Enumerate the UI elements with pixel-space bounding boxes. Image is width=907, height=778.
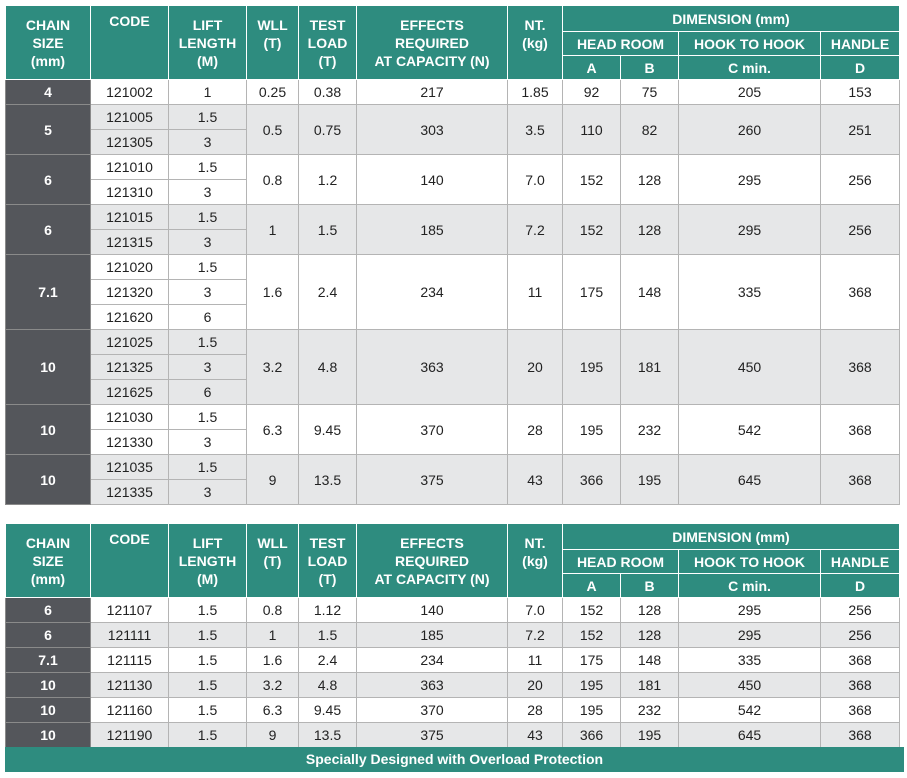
lift-length-cell: 3 bbox=[169, 480, 247, 505]
header-head-room: HEAD ROOM bbox=[563, 32, 679, 56]
test-load-cell: 9.45 bbox=[299, 698, 357, 723]
wll-cell: 3.2 bbox=[247, 330, 299, 405]
hook-to-hook-cell: 645 bbox=[679, 455, 821, 505]
test-load-cell: 1.5 bbox=[299, 623, 357, 648]
head-room-b-cell: 232 bbox=[621, 405, 679, 455]
lift-length-cell: 6 bbox=[169, 380, 247, 405]
lift-length-cell: 1.5 bbox=[169, 673, 247, 698]
header-col-d: D bbox=[821, 56, 900, 80]
head-room-b-cell: 181 bbox=[621, 330, 679, 405]
hook-to-hook-cell: 450 bbox=[679, 330, 821, 405]
handle-cell: 256 bbox=[821, 205, 900, 255]
header-effects: EFFECTS REQUIRED AT CAPACITY (N) bbox=[357, 524, 508, 598]
code-cell: 121305 bbox=[91, 130, 169, 155]
handle-cell: 368 bbox=[821, 698, 900, 723]
code-cell: 121107 bbox=[91, 598, 169, 623]
spec-table-overload bbox=[5, 523, 900, 748]
effects-cell: 375 bbox=[357, 723, 508, 748]
table-row bbox=[6, 648, 900, 673]
nt-cell: 7.0 bbox=[508, 155, 563, 205]
lift-length-cell: 1.5 bbox=[169, 455, 247, 480]
test-load-cell: 13.5 bbox=[299, 723, 357, 748]
header-col-b: B bbox=[621, 574, 679, 598]
header-nt: NT. (kg) bbox=[508, 524, 563, 598]
nt-cell: 43 bbox=[508, 723, 563, 748]
header-code: CODE bbox=[91, 6, 169, 80]
hook-to-hook-cell: 542 bbox=[679, 405, 821, 455]
head-room-a-cell: 152 bbox=[563, 205, 621, 255]
table-row bbox=[6, 698, 900, 723]
head-room-b-cell: 232 bbox=[621, 698, 679, 723]
lift-length-cell: 3 bbox=[169, 430, 247, 455]
head-room-a-cell: 175 bbox=[563, 648, 621, 673]
code-cell: 121320 bbox=[91, 280, 169, 305]
handle-cell: 368 bbox=[821, 330, 900, 405]
test-load-cell: 2.4 bbox=[299, 648, 357, 673]
table-row bbox=[6, 330, 900, 355]
header-code: CODE bbox=[91, 524, 169, 598]
head-room-b-cell: 75 bbox=[621, 80, 679, 105]
effects-cell: 234 bbox=[357, 255, 508, 330]
head-room-a-cell: 152 bbox=[563, 155, 621, 205]
effects-cell: 303 bbox=[357, 105, 508, 155]
wll-cell: 9 bbox=[247, 723, 299, 748]
nt-cell: 20 bbox=[508, 673, 563, 698]
code-cell: 121010 bbox=[91, 155, 169, 180]
code-cell: 121325 bbox=[91, 355, 169, 380]
table-row bbox=[6, 205, 900, 230]
lift-length-cell: 1.5 bbox=[169, 723, 247, 748]
lift-length-cell: 1.5 bbox=[169, 405, 247, 430]
chain-size-cell: 6 bbox=[6, 598, 91, 623]
hook-to-hook-cell: 295 bbox=[679, 205, 821, 255]
header-lift-length: LIFT LENGTH (M) bbox=[169, 524, 247, 598]
test-load-cell: 13.5 bbox=[299, 455, 357, 505]
header-col-a: A bbox=[563, 574, 621, 598]
handle-cell: 368 bbox=[821, 673, 900, 698]
effects-cell: 185 bbox=[357, 205, 508, 255]
code-cell: 121002 bbox=[91, 80, 169, 105]
lift-length-cell: 1 bbox=[169, 80, 247, 105]
lift-length-cell: 1.5 bbox=[169, 648, 247, 673]
hook-to-hook-cell: 335 bbox=[679, 255, 821, 330]
lift-length-cell: 3 bbox=[169, 280, 247, 305]
wll-cell: 6.3 bbox=[247, 698, 299, 723]
head-room-a-cell: 366 bbox=[563, 723, 621, 748]
effects-cell: 140 bbox=[357, 598, 508, 623]
test-load-cell: 1.5 bbox=[299, 205, 357, 255]
header-chain-size: CHAIN SIZE (mm) bbox=[6, 6, 91, 80]
chain-size-cell: 6 bbox=[6, 623, 91, 648]
effects-cell: 185 bbox=[357, 623, 508, 648]
lift-length-cell: 1.5 bbox=[169, 330, 247, 355]
lift-length-cell: 6 bbox=[169, 305, 247, 330]
head-room-b-cell: 195 bbox=[621, 723, 679, 748]
code-cell: 121315 bbox=[91, 230, 169, 255]
table-row bbox=[6, 255, 900, 280]
handle-cell: 368 bbox=[821, 455, 900, 505]
code-cell: 121020 bbox=[91, 255, 169, 280]
effects-cell: 363 bbox=[357, 673, 508, 698]
table-header bbox=[6, 524, 900, 598]
head-room-b-cell: 82 bbox=[621, 105, 679, 155]
header-nt: NT. (kg) bbox=[508, 6, 563, 80]
nt-cell: 11 bbox=[508, 648, 563, 673]
lift-length-cell: 1.5 bbox=[169, 155, 247, 180]
nt-cell: 20 bbox=[508, 330, 563, 405]
code-cell: 121025 bbox=[91, 330, 169, 355]
table-body bbox=[6, 80, 900, 505]
table-row bbox=[6, 723, 900, 748]
header-handle: HANDLE bbox=[821, 32, 900, 56]
header-lift-length: LIFT LENGTH (M) bbox=[169, 6, 247, 80]
head-room-a-cell: 195 bbox=[563, 673, 621, 698]
code-cell: 121111 bbox=[91, 623, 169, 648]
effects-cell: 370 bbox=[357, 698, 508, 723]
head-room-a-cell: 366 bbox=[563, 455, 621, 505]
head-room-a-cell: 110 bbox=[563, 105, 621, 155]
hook-to-hook-cell: 645 bbox=[679, 723, 821, 748]
hook-to-hook-cell: 295 bbox=[679, 155, 821, 205]
nt-cell: 11 bbox=[508, 255, 563, 330]
table-row bbox=[6, 105, 900, 130]
wll-cell: 1.6 bbox=[247, 648, 299, 673]
table-row bbox=[6, 673, 900, 698]
chain-size-cell: 4 bbox=[6, 80, 91, 105]
head-room-a-cell: 195 bbox=[563, 405, 621, 455]
handle-cell: 368 bbox=[821, 723, 900, 748]
test-load-cell: 1.2 bbox=[299, 155, 357, 205]
head-room-b-cell: 128 bbox=[621, 155, 679, 205]
code-cell: 121625 bbox=[91, 380, 169, 405]
overload-protection-banner: Specially Designed with Overload Protection bbox=[5, 747, 904, 772]
table-row bbox=[6, 598, 900, 623]
head-room-b-cell: 181 bbox=[621, 673, 679, 698]
head-room-b-cell: 148 bbox=[621, 648, 679, 673]
test-load-cell: 0.75 bbox=[299, 105, 357, 155]
code-cell: 121005 bbox=[91, 105, 169, 130]
header-dimension: DIMENSION (mm) bbox=[563, 524, 900, 550]
handle-cell: 368 bbox=[821, 255, 900, 330]
wll-cell: 0.8 bbox=[247, 598, 299, 623]
wll-cell: 0.5 bbox=[247, 105, 299, 155]
code-cell: 121015 bbox=[91, 205, 169, 230]
nt-cell: 28 bbox=[508, 698, 563, 723]
header-effects: EFFECTS REQUIRED AT CAPACITY (N) bbox=[357, 6, 508, 80]
test-load-cell: 4.8 bbox=[299, 330, 357, 405]
wll-cell: 1 bbox=[247, 623, 299, 648]
code-cell: 121035 bbox=[91, 455, 169, 480]
header-hook-to-hook: HOOK TO HOOK bbox=[679, 550, 821, 574]
head-room-b-cell: 195 bbox=[621, 455, 679, 505]
header-wll: WLL (T) bbox=[247, 6, 299, 80]
nt-cell: 43 bbox=[508, 455, 563, 505]
nt-cell: 1.85 bbox=[508, 80, 563, 105]
chain-size-cell: 6 bbox=[6, 155, 91, 205]
code-cell: 121190 bbox=[91, 723, 169, 748]
test-load-cell: 9.45 bbox=[299, 405, 357, 455]
effects-cell: 363 bbox=[357, 330, 508, 405]
wll-cell: 0.25 bbox=[247, 80, 299, 105]
chain-size-cell: 10 bbox=[6, 723, 91, 748]
lift-length-cell: 1.5 bbox=[169, 105, 247, 130]
code-cell: 121335 bbox=[91, 480, 169, 505]
table-row bbox=[6, 155, 900, 180]
table-header bbox=[6, 6, 900, 80]
handle-cell: 251 bbox=[821, 105, 900, 155]
head-room-a-cell: 152 bbox=[563, 598, 621, 623]
code-cell: 121130 bbox=[91, 673, 169, 698]
test-load-cell: 4.8 bbox=[299, 673, 357, 698]
hook-to-hook-cell: 205 bbox=[679, 80, 821, 105]
head-room-a-cell: 195 bbox=[563, 330, 621, 405]
nt-cell: 7.2 bbox=[508, 205, 563, 255]
chain-size-cell: 6 bbox=[6, 205, 91, 255]
code-cell: 121310 bbox=[91, 180, 169, 205]
wll-cell: 6.3 bbox=[247, 405, 299, 455]
code-cell: 121330 bbox=[91, 430, 169, 455]
effects-cell: 234 bbox=[357, 648, 508, 673]
lift-length-cell: 3 bbox=[169, 130, 247, 155]
code-cell: 121160 bbox=[91, 698, 169, 723]
header-handle: HANDLE bbox=[821, 550, 900, 574]
hook-to-hook-cell: 295 bbox=[679, 598, 821, 623]
effects-cell: 140 bbox=[357, 155, 508, 205]
lift-length-cell: 1.5 bbox=[169, 255, 247, 280]
nt-cell: 7.0 bbox=[508, 598, 563, 623]
wll-cell: 3.2 bbox=[247, 673, 299, 698]
handle-cell: 153 bbox=[821, 80, 900, 105]
lift-length-cell: 3 bbox=[169, 355, 247, 380]
chain-size-cell: 10 bbox=[6, 698, 91, 723]
header-dimension: DIMENSION (mm) bbox=[563, 6, 900, 32]
spec-table-standard bbox=[5, 5, 900, 505]
header-test-load: TEST LOAD (T) bbox=[299, 6, 357, 80]
head-room-b-cell: 148 bbox=[621, 255, 679, 330]
lift-length-cell: 1.5 bbox=[169, 598, 247, 623]
table-row bbox=[6, 405, 900, 430]
handle-cell: 368 bbox=[821, 648, 900, 673]
header-col-c: C min. bbox=[679, 56, 821, 80]
lift-length-cell: 3 bbox=[169, 180, 247, 205]
chain-size-cell: 10 bbox=[6, 405, 91, 455]
chain-size-cell: 5 bbox=[6, 105, 91, 155]
head-room-a-cell: 92 bbox=[563, 80, 621, 105]
code-cell: 121620 bbox=[91, 305, 169, 330]
wll-cell: 9 bbox=[247, 455, 299, 505]
effects-cell: 370 bbox=[357, 405, 508, 455]
table-row bbox=[6, 623, 900, 648]
chain-size-cell: 10 bbox=[6, 673, 91, 698]
header-wll: WLL (T) bbox=[247, 524, 299, 598]
effects-cell: 375 bbox=[357, 455, 508, 505]
chain-size-cell: 7.1 bbox=[6, 255, 91, 330]
hook-to-hook-cell: 450 bbox=[679, 673, 821, 698]
head-room-b-cell: 128 bbox=[621, 623, 679, 648]
header-chain-size: CHAIN SIZE (mm) bbox=[6, 524, 91, 598]
hook-to-hook-cell: 295 bbox=[679, 623, 821, 648]
table-row bbox=[6, 80, 900, 105]
head-room-a-cell: 152 bbox=[563, 623, 621, 648]
wll-cell: 1.6 bbox=[247, 255, 299, 330]
header-col-b: B bbox=[621, 56, 679, 80]
header-test-load: TEST LOAD (T) bbox=[299, 524, 357, 598]
code-cell: 121030 bbox=[91, 405, 169, 430]
nt-cell: 3.5 bbox=[508, 105, 563, 155]
head-room-b-cell: 128 bbox=[621, 205, 679, 255]
hook-to-hook-cell: 542 bbox=[679, 698, 821, 723]
handle-cell: 256 bbox=[821, 598, 900, 623]
head-room-b-cell: 128 bbox=[621, 598, 679, 623]
handle-cell: 256 bbox=[821, 623, 900, 648]
handle-cell: 256 bbox=[821, 155, 900, 205]
code-cell: 121115 bbox=[91, 648, 169, 673]
chain-size-cell: 10 bbox=[6, 455, 91, 505]
nt-cell: 28 bbox=[508, 405, 563, 455]
test-load-cell: 0.38 bbox=[299, 80, 357, 105]
chain-size-cell: 10 bbox=[6, 330, 91, 405]
lift-length-cell: 1.5 bbox=[169, 698, 247, 723]
header-col-d: D bbox=[821, 574, 900, 598]
nt-cell: 7.2 bbox=[508, 623, 563, 648]
header-head-room: HEAD ROOM bbox=[563, 550, 679, 574]
header-hook-to-hook: HOOK TO HOOK bbox=[679, 32, 821, 56]
header-col-a: A bbox=[563, 56, 621, 80]
test-load-cell: 1.12 bbox=[299, 598, 357, 623]
table-row bbox=[6, 455, 900, 480]
hook-to-hook-cell: 260 bbox=[679, 105, 821, 155]
wll-cell: 0.8 bbox=[247, 155, 299, 205]
head-room-a-cell: 195 bbox=[563, 698, 621, 723]
test-load-cell: 2.4 bbox=[299, 255, 357, 330]
hook-to-hook-cell: 335 bbox=[679, 648, 821, 673]
lift-length-cell: 1.5 bbox=[169, 205, 247, 230]
effects-cell: 217 bbox=[357, 80, 508, 105]
head-room-a-cell: 175 bbox=[563, 255, 621, 330]
chain-size-cell: 7.1 bbox=[6, 648, 91, 673]
lift-length-cell: 1.5 bbox=[169, 623, 247, 648]
handle-cell: 368 bbox=[821, 405, 900, 455]
header-col-c: C min. bbox=[679, 574, 821, 598]
wll-cell: 1 bbox=[247, 205, 299, 255]
table-body bbox=[6, 598, 900, 748]
lift-length-cell: 3 bbox=[169, 230, 247, 255]
